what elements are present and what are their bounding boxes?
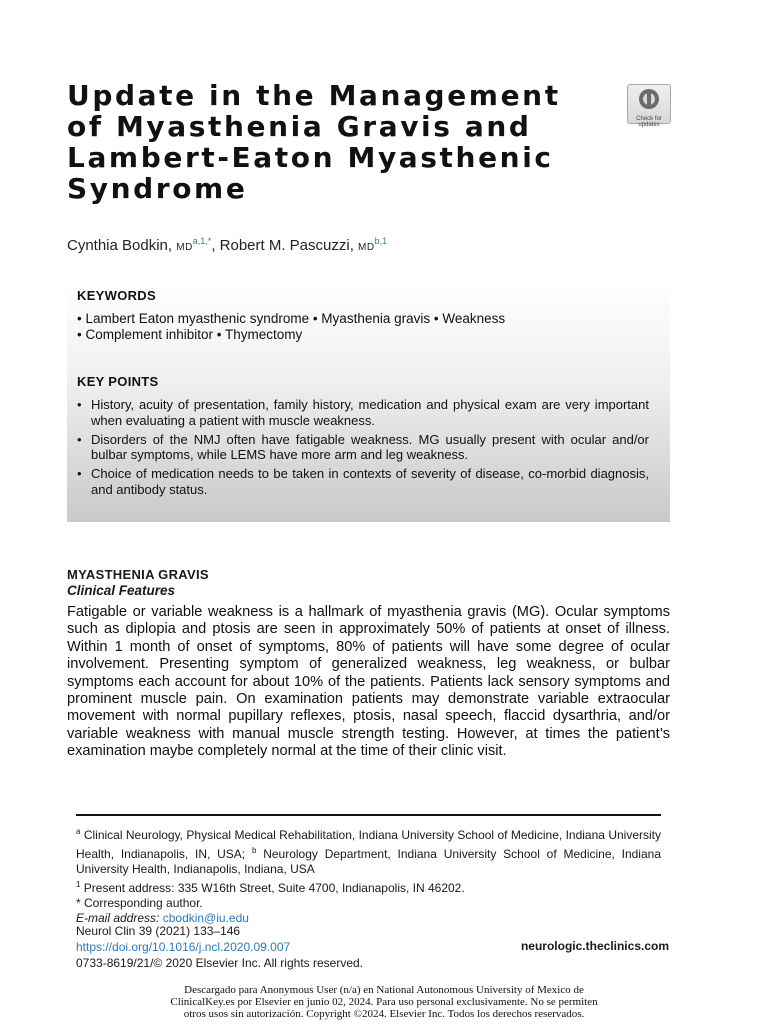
key-point-item: • Choice of medication needs to be taken in contexts of severity of disease, co-morbid diagnosis, and antibody status. [77,466,649,497]
author-degree: MD [358,242,375,253]
footnote-mark: a [76,827,81,836]
keywords-keypoints-box [67,282,670,522]
crossmark-icon [638,88,660,115]
check-for-updates-badge[interactable] [627,84,671,128]
footnote-divider [76,814,661,816]
copyright-line: 0733-8619/21/© 2020 Elsevier Inc. All rights reserved. [76,956,364,970]
key-points-heading: KEY POINTS [77,374,159,389]
email-link[interactable]: cbodkin@iu.edu [162,911,249,925]
journal-info [76,923,363,971]
author-name: Cynthia Bodkin, [67,237,177,254]
key-point-item: • History, acuity of presentation, family history, medication and physical exam are very important when evaluating a patient with muscle weakness. [77,397,649,428]
email-label: E-mail address: [76,911,160,925]
download-notice [0,984,768,1020]
footnote-mark: 1 [76,880,81,889]
author-affiliation-link[interactable]: a,1,* [192,236,212,246]
footnote-mark: b [251,846,257,855]
keywords-line: • Lambert Eaton myasthenic syndrome • Myasthenia gravis • Weakness [77,311,506,326]
journal-website: neurologic.theclinics.com [520,939,669,953]
author-degree: MD [176,242,193,253]
section-heading: MYASTHENIA GRAVIS [67,567,209,582]
keywords-heading: KEYWORDS [77,288,156,303]
address-footnote [76,877,661,896]
key-point-item: • Disorders of the NMJ often have fatigable weakness. MG usually present with ocular and/or bulbar symptoms, while LEMS have more arm and leg weakness. [77,432,649,463]
citation: Neurol Clin 39 (2021) 133–146 [76,924,241,938]
download-notice-line: Descargado para Anonymous User (n/a) en National Autonomous University of Mexico de [184,984,584,996]
affiliation-text: Clinical Neurology, Physical Medical Rehabilitation, Indiana University School of Medicine, Indiana University Health, Indianapolis, IN, USA; [76,828,661,861]
article-title: Update in the Management of Myasthenia Gravis and Lambert-Eaton Myasthenic Syndrome [67,79,561,205]
address-text: Present address: 335 W16th Street, Suite 4700, Indianapolis, IN 46202. [80,881,465,895]
doi-link[interactable]: https://doi.org/10.1016/j.ncl.2020.09.007 [76,940,291,954]
author-separator: , [211,237,220,254]
check-for-updates-label: Check for updates [636,116,662,128]
body-paragraph: Fatigable or variable weakness is a hallmark of myasthenia gravis (MG). Ocular symptoms such as diplopia and ptosis are seen in approximately 50% of patients at onset of illness. Within 1 month of onset of symptoms, 80% of patients will have some degree of ocular involvement. Presenting symptom of generalized weakness, leg weakness, or bulbar symptoms each account for about 10% of the patients. Patients lack sensory symptoms and prominent muscle pain. On examination patients may demonstrate variable extraocular movement with normal pupillary reflexes, ptosis, nasal speech, flaccid dysarthria, and/or variable weakness with manual muscle strength testing. However, at times the patient’s examination maybe completely normal at the time of their clinic visit. [67,604,670,760]
subsection-heading: Clinical Features [67,583,176,598]
download-notice-line: ClinicalKey.es por Elsevier en junio 02, 2024. Para uso personal exclusivamente. No se permiten [170,996,598,1008]
author-affiliation-link[interactable]: b,1 [374,236,388,246]
keywords-line: • Complement inhibitor • Thymectomy [77,327,303,342]
footnotes [76,824,661,926]
affiliation-footnote [76,824,661,877]
key-points-list [77,397,649,501]
affiliation-text: Neurology Department, Indiana University School of Medicine, Indiana University Health, Indianapolis, Indiana, USA [76,847,661,876]
author-name: Robert M. Pascuzzi, [219,237,359,254]
download-notice-line: otros usos sin autorización. Copyright ©2024. Elsevier Inc. Todos los derechos reservados. [183,1008,585,1020]
author-line [67,236,387,254]
corresponding-author-note: * Corresponding author. [76,896,203,910]
